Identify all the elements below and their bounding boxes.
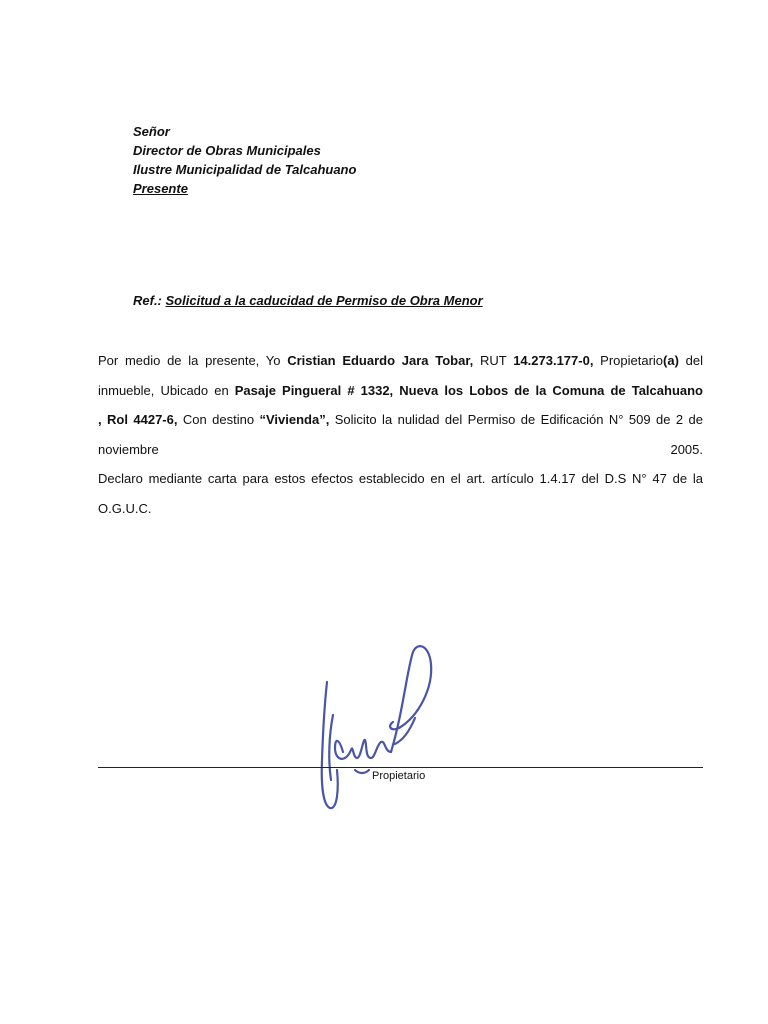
body-text-segment: Solicito la nulidad del Permiso de Edificación N° 509 de 2 de noviembre 2005. (98, 412, 703, 457)
body-text-segment: Con destino (177, 412, 260, 427)
reference-label: Ref.: (133, 293, 162, 308)
property-address: Pasaje Pingueral # 1332, Nueva los Lobos de la Comuna de Talcahuano (234, 382, 704, 398)
signature-label: Propietario (372, 770, 426, 782)
body-paragraph-1 (98, 346, 703, 464)
signature-stroke (355, 770, 369, 773)
gender-suffix: (a) (663, 353, 679, 368)
signature-line (98, 767, 703, 768)
letter-body (98, 346, 703, 523)
presente-label: Presente (133, 181, 188, 196)
signature-stroke (329, 715, 333, 780)
body-text-segment: Propietario (593, 353, 664, 368)
body-text-segment: RUT (473, 353, 514, 368)
signature-strokes (322, 646, 431, 808)
reference-line (133, 293, 483, 308)
body-paragraph-2: Declaro mediante carta para estos efectos establecido en el art. artículo 1.4.17 del D.S N° 47 de la O.G.U.C. (98, 471, 703, 516)
signature-stroke (335, 740, 391, 759)
body-text-segment: Por medio de la presente, Yo (98, 353, 288, 368)
recipient-title: Director de Obras Municipales (133, 143, 321, 158)
body-text-segment: del inmueble, Ubicado en (98, 353, 703, 398)
signature-image (295, 640, 445, 835)
owner-rut: 14.273.177-0, (513, 353, 594, 368)
property-destino: “Vivienda”, (259, 412, 330, 427)
property-rol: , Rol 4427-6, (98, 412, 178, 427)
recipient-address (133, 122, 356, 198)
signature-stroke (390, 646, 431, 752)
owner-name: Cristian Eduardo Jara Tobar, (287, 353, 474, 368)
reference-subject: Solicitud a la caducidad de Permiso de Obra Menor (165, 293, 483, 308)
recipient-institution: Ilustre Municipalidad de Talcahuano (133, 162, 357, 177)
salutation: Señor (133, 124, 170, 139)
